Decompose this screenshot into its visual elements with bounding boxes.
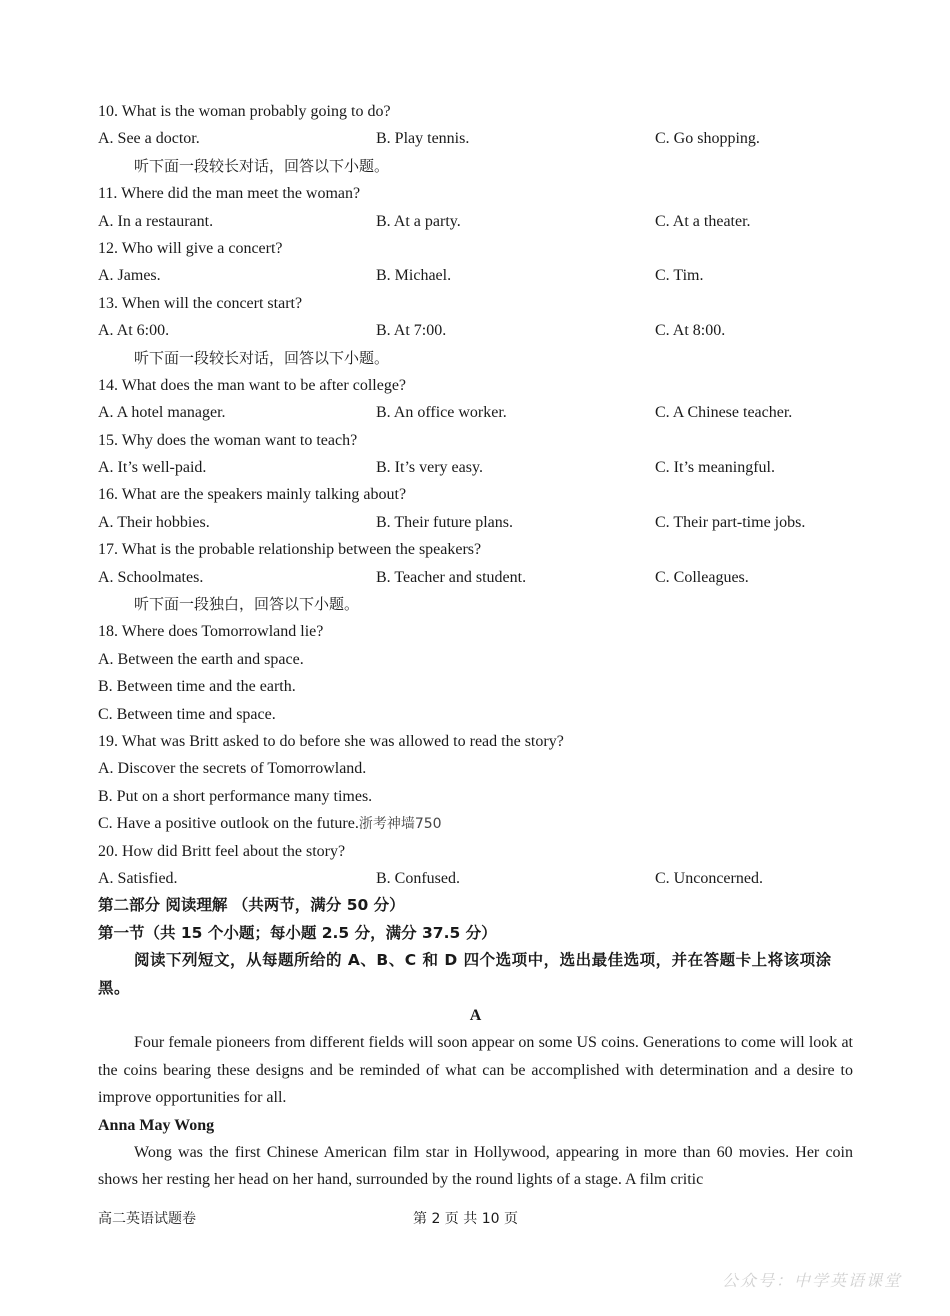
passage-subheading: Anna May Wong — [98, 1116, 215, 1134]
q13-option-c: C. At 8:00. — [655, 322, 726, 340]
q13-option-a: A. At 6:00. — [98, 322, 170, 340]
section1-title: 第一节（共 15 个小题；每小题 2.5 分，满分 37.5 分） — [98, 923, 497, 942]
q11-option-a: A. In a restaurant. — [98, 212, 214, 230]
passage-label: A — [469, 1006, 482, 1024]
q14-options — [98, 399, 853, 426]
q15-option-a: A. It’s well-paid. — [98, 459, 207, 477]
q17-option-c: C. Colleagues. — [655, 568, 749, 586]
q15-options — [98, 454, 853, 481]
q18-option-b: B. Between time and the earth. — [98, 678, 296, 696]
q19-option-c: C. Have a positive outlook on the future. — [98, 815, 359, 833]
q12-option-b: B. Michael. — [376, 267, 452, 285]
passage-paragraph-2: Wong was the first Chinese American film star in Hollywood, appearing in more than 60 movies. Her coin shows her resting her head on her hand, surrounded by the round lights of a stage. A film critic — [98, 1143, 853, 1189]
q10-option-a: A. See a doctor. — [98, 130, 200, 148]
q11-option-b: B. At a party. — [376, 212, 461, 230]
q12-option-c: C. Tim. — [655, 267, 704, 285]
q16-option-c: C. Their part-time jobs. — [655, 513, 806, 531]
q12-options — [98, 262, 853, 289]
inline-note: 浙考神墙750 — [358, 816, 442, 833]
reading-instruction: 阅读下列短文，从每题所给的 A、B、C 和 D 四个选项中，选出最佳选项，并在答题卡上将该项涂黑。 — [98, 951, 832, 997]
listening-instruction: 听下面一段较长对话，回答以下小题。 — [134, 348, 390, 367]
q15-option-b: B. It’s very easy. — [376, 459, 483, 477]
q13-option-b: B. At 7:00. — [376, 322, 447, 340]
listening-instruction: 听下面一段独白，回答以下小题。 — [134, 595, 360, 614]
page-number: 第 2 页 共 10 页 — [413, 1211, 518, 1227]
q17-option-b: B. Teacher and student. — [376, 568, 527, 586]
q20-option-c: C. Unconcerned. — [655, 869, 763, 887]
q16-option-a: A. Their hobbies. — [98, 513, 210, 531]
q10-option-c: C. Go shopping. — [655, 130, 760, 148]
q10-stem: 10. What is the woman probably going to do? — [98, 103, 391, 120]
q11-option-c: C. At a theater. — [655, 212, 751, 230]
q19-option-b: B. Put on a short performance many times. — [98, 787, 373, 805]
q17-stem: 17. What is the probable relationship between the speakers? — [98, 541, 482, 559]
q13-options — [98, 317, 853, 344]
q16-stem: 16. What are the speakers mainly talking about? — [98, 486, 407, 504]
q17-option-a: A. Schoolmates. — [98, 568, 204, 586]
part2-title: 第二部分 阅读理解 （共两节，满分 50 分） — [98, 896, 405, 915]
q11-options — [98, 208, 853, 235]
q14-option-a: A. A hotel manager. — [98, 404, 226, 422]
q20-option-a: A. Satisfied. — [98, 869, 178, 887]
q12-option-a: A. James. — [98, 267, 161, 285]
q11-stem: 11. Where did the man meet the woman? — [98, 185, 361, 203]
listening-instruction: 听下面一段较长对话，回答以下小题。 — [134, 156, 390, 175]
q20-options — [98, 865, 853, 892]
q17-options — [98, 564, 853, 591]
q16-option-b: B. Their future plans. — [376, 513, 514, 531]
q20-stem: 20. How did Britt feel about the story? — [98, 842, 346, 860]
q18-option-c: C. Between time and space. — [98, 705, 276, 723]
q15-option-c: C. It’s meaningful. — [655, 459, 775, 477]
q16-options — [98, 509, 853, 536]
q18-option-a: A. Between the earth and space. — [98, 650, 304, 668]
q19-option-a: A. Discover the secrets of Tomorrowland. — [98, 760, 367, 778]
exam-title: 高二英语试题卷 — [98, 1211, 196, 1227]
watermark: 公众号：中学英语课堂 — [721, 1271, 902, 1290]
q14-stem: 14. What does the man want to be after college? — [98, 376, 407, 394]
q19-option-c-row — [98, 810, 853, 837]
q13-stem: 13. When will the concert start? — [98, 294, 303, 312]
q10-options — [98, 125, 853, 152]
q18-stem: 18. Where does Tomorrowland lie? — [98, 623, 324, 641]
q14-option-b: B. An office worker. — [376, 404, 507, 422]
q19-stem: 19. What was Britt asked to do before she was allowed to read the story? — [98, 732, 564, 750]
q14-option-c: C. A Chinese teacher. — [655, 404, 793, 422]
exam-page — [98, 98, 853, 1194]
q20-option-b: B. Confused. — [376, 869, 460, 887]
q15-stem: 15. Why does the woman want to teach? — [98, 431, 358, 449]
passage-paragraph-1: Four female pioneers from different fields will soon appear on some US coins. Generations to come will look at the coins bearing these designs and be reminded of what can be accomplished with determination and a desire to improve opportunities for all. — [98, 1034, 853, 1107]
q12-stem: 12. Who will give a concert? — [98, 239, 283, 257]
q10-option-b: B. Play tennis. — [376, 130, 470, 148]
